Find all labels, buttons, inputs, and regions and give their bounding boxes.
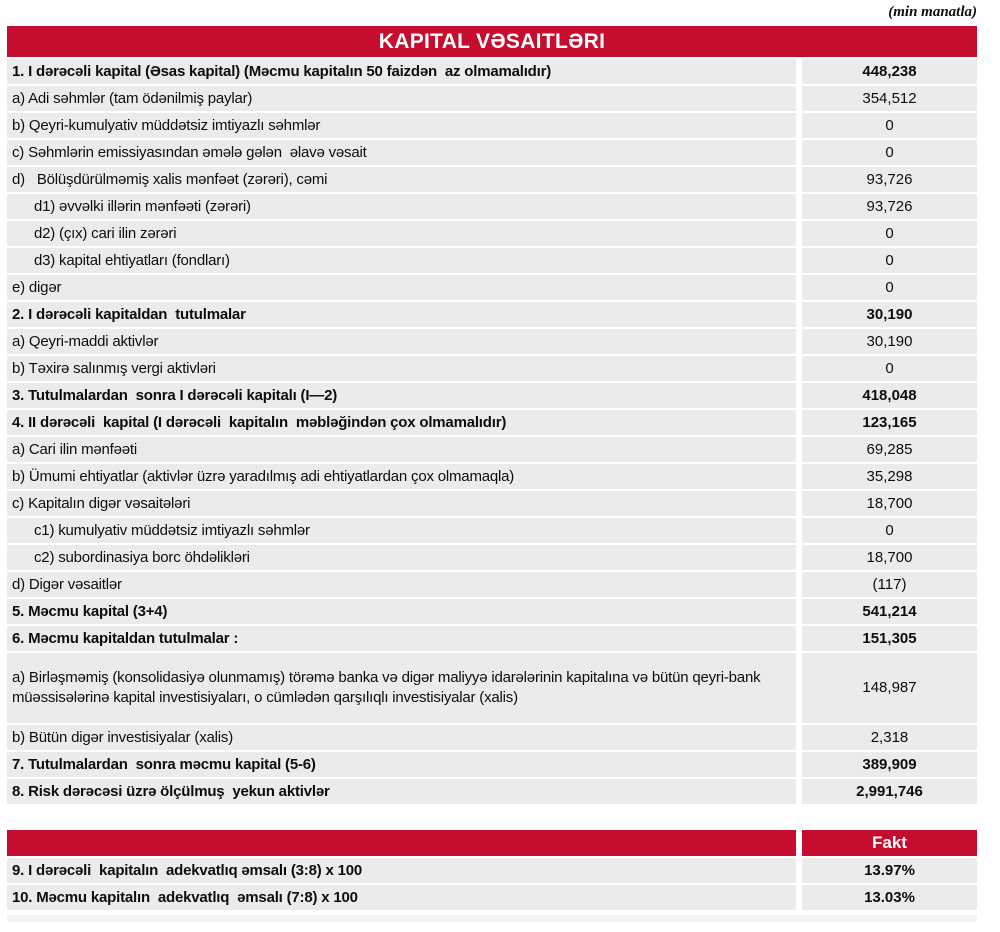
row-value: 0 (796, 356, 977, 381)
capital-table (7, 24, 977, 806)
row-value: (117) (796, 572, 977, 597)
row-value: 151,305 (796, 626, 977, 651)
row-label: 9. I dərəcəli kapitalın adekvatlıq əmsalı (3:8) x 100 (7, 858, 796, 883)
table-row (7, 752, 977, 777)
row-value: 93,726 (796, 194, 977, 219)
row-value: 18,700 (796, 545, 977, 570)
table-row (7, 302, 977, 327)
table-row (7, 59, 977, 84)
row-value: 2,318 (796, 725, 977, 750)
row-label: 8. Risk dərəcəsi üzrə ölçülmuş yekun aktivlər (7, 779, 796, 804)
table-row (7, 545, 977, 570)
table-row (7, 653, 977, 723)
capital-table-body (7, 59, 977, 804)
table-row (7, 140, 977, 165)
title-row (7, 26, 977, 57)
row-value: 0 (796, 275, 977, 300)
row-label: a) Qeyri-maddi aktivlər (7, 329, 796, 354)
table-row (7, 725, 977, 750)
row-label: d3) kapital ehtiyatları (fondları) (7, 248, 796, 273)
row-label: 1. I dərəcəli kapital (Əsas kapital) (Məcmu kapitalın 50 faizdən az olmamalıdır) (7, 59, 796, 84)
table-row (7, 599, 977, 624)
adequacy-table (7, 828, 977, 912)
row-value: 0 (796, 518, 977, 543)
row-value: 13.03% (796, 885, 977, 910)
row-label: 6. Məcmu kapitaldan tutulmalar : (7, 626, 796, 651)
row-label: b) Bütün digər investisiyalar (xalis) (7, 725, 796, 750)
row-value: 35,298 (796, 464, 977, 489)
row-value: 0 (796, 140, 977, 165)
partial-row-strip (7, 915, 977, 922)
row-label: d2) (çıx) cari ilin zərəri (7, 221, 796, 246)
table-row (7, 356, 977, 381)
row-label: c) Səhmlərin emissiyasından əmələ gələn əlavə vəsait (7, 140, 796, 165)
table-row (7, 113, 977, 138)
row-value: 93,726 (796, 167, 977, 192)
row-value: 354,512 (796, 86, 977, 111)
row-value: 448,238 (796, 59, 977, 84)
row-label: c) Kapitalın digər vəsaitələri (7, 491, 796, 516)
ratio-header-row (7, 830, 977, 856)
table-row (7, 221, 977, 246)
row-value: 30,190 (796, 302, 977, 327)
table-row (7, 383, 977, 408)
table-row (7, 464, 977, 489)
row-label: a) Adi səhmlər (tam ödənilmiş paylar) (7, 86, 796, 111)
units-note: (min manatla) (888, 4, 977, 20)
row-label: b) Qeyri-kumulyativ müddətsiz imtiyazlı səhmlər (7, 113, 796, 138)
table-row (7, 779, 977, 804)
ratio-header-spacer (7, 830, 796, 856)
adequacy-table-body (7, 858, 977, 910)
row-value: 389,909 (796, 752, 977, 777)
row-label: 2. I dərəcəli kapitaldan tutulmalar (7, 302, 796, 327)
table-title: KAPITAL VƏSAITLƏRI (7, 26, 977, 57)
row-label: a) Cari ilin mənfəəti (7, 437, 796, 462)
table-row (7, 885, 977, 910)
row-label: 4. II dərəcəli kapital (I dərəcəli kapitalın məbləğindən çox olmamalıdır) (7, 410, 796, 435)
table-row (7, 518, 977, 543)
row-label: 10. Məcmu kapitalın adekvatlıq əmsalı (7:8) x 100 (7, 885, 796, 910)
table-row (7, 275, 977, 300)
table-row (7, 858, 977, 883)
table-row (7, 194, 977, 219)
row-value: 18,700 (796, 491, 977, 516)
table-row (7, 437, 977, 462)
row-label: d1) əvvəlki illərin mənfəəti (zərəri) (7, 194, 796, 219)
row-label: 5. Məcmu kapital (3+4) (7, 599, 796, 624)
row-value: 148,987 (796, 653, 977, 723)
row-value: 13.97% (796, 858, 977, 883)
table-row (7, 626, 977, 651)
row-label: c2) subordinasiya borc öhdəlikləri (7, 545, 796, 570)
table-row (7, 491, 977, 516)
table-row (7, 410, 977, 435)
row-value: 0 (796, 221, 977, 246)
row-value: 418,048 (796, 383, 977, 408)
row-value: 0 (796, 113, 977, 138)
row-label: e) digər (7, 275, 796, 300)
row-label: b) Ümumi ehtiyatlar (aktivlər üzrə yaradılmış adi ehtiyatlardan çox olmamaqla) (7, 464, 796, 489)
row-value: 0 (796, 248, 977, 273)
row-label: d) Bölüşdürülməmiş xalis mənfəət (zərəri), cəmi (7, 167, 796, 192)
row-label: b) Təxirə salınmış vergi aktivləri (7, 356, 796, 381)
row-label: 3. Tutulmalardan sonra I dərəcəli kapitalı (I—2) (7, 383, 796, 408)
row-value: 30,190 (796, 329, 977, 354)
table-row (7, 167, 977, 192)
row-value: 2,991,746 (796, 779, 977, 804)
row-label: a) Birləşməmiş (konsolidasiyə olunmamış) törəmə banka və digər maliyyə idarələrinin kapitalına və bütün qeyri-bank müəssisələrinə kapital investisiyaları, o cümlədən qarşılıqlı investisiyalar (xalis) (7, 653, 796, 723)
row-label: c1) kumulyativ müddətsiz imtiyazlı səhmlər (7, 518, 796, 543)
row-label: d) Digər vəsaitlər (7, 572, 796, 597)
table-row (7, 86, 977, 111)
row-label: 7. Tutulmalardan sonra məcmu kapital (5-6) (7, 752, 796, 777)
ratio-header-fakt: Fakt (796, 830, 977, 856)
table-row (7, 572, 977, 597)
table-row (7, 329, 977, 354)
table-row (7, 248, 977, 273)
row-value: 123,165 (796, 410, 977, 435)
row-value: 69,285 (796, 437, 977, 462)
row-value: 541,214 (796, 599, 977, 624)
